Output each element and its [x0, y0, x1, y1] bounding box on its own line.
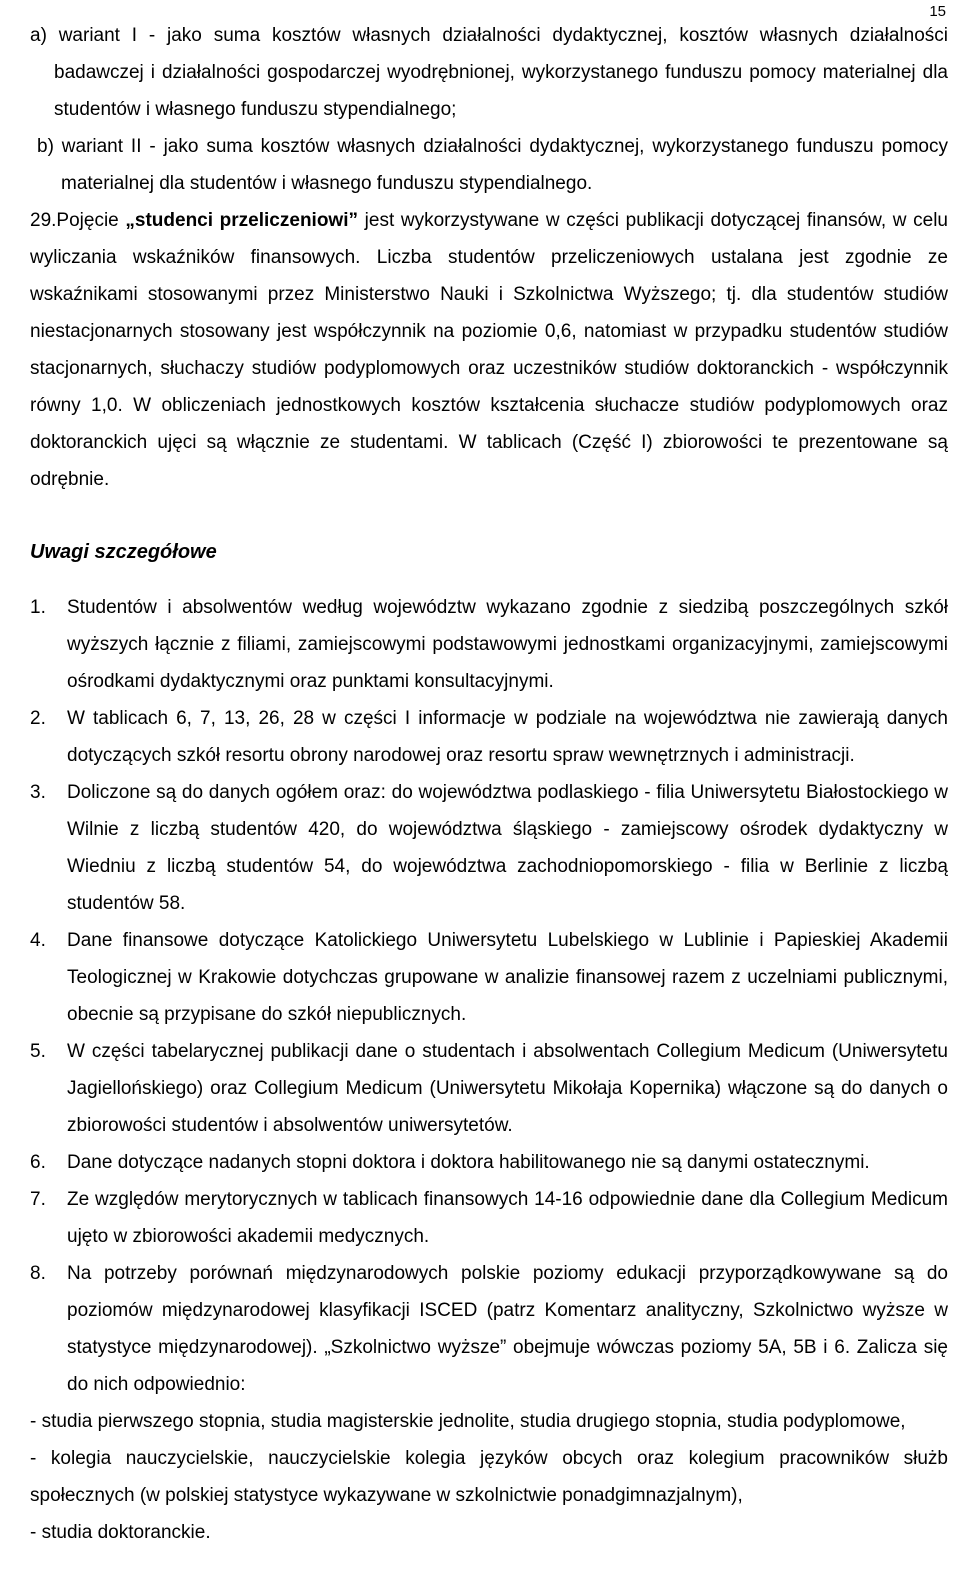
page-number: 15	[929, 3, 946, 20]
note-text: Doliczone są do danych ogółem oraz: do województwa podlaskiego - filia Uniwersytetu Białostockiego w Wilnie z liczbą studentów 420, do województwa śląskiego - zamiejscowy ośrodek dydaktyczny w Wiedniu z liczbą studentów 54, do województwa zachodniopomorskiego - filia w Berlinie z liczbą studentów 58.	[67, 782, 948, 914]
note-item	[30, 1033, 948, 1144]
note-item	[30, 700, 948, 774]
definition-term: „studenci przeliczeniowi”	[125, 210, 358, 231]
note-text: Na potrzeby porównań międzynarodowych polskie poziomy edukacji przyporządkowywane są do poziomów międzynarodowej klasyfikacji ISCED (patrz Komentarz analityczny, Szkolnictwo wyższe w statystyce międzynarodowej). „Szkolnictwo wyższe” obejmuje wówczas poziomy 5A, 5B i 6. Zalicza się do nich odpowiednio:	[67, 1263, 948, 1395]
notes-list	[30, 589, 948, 1403]
note-number: 5.	[30, 1041, 46, 1062]
dash-item: - kolegia nauczycielskie, nauczycielskie kolegia języków obcych oraz kolegium pracowników służb społecznych (w polskiej statystyce wykazywane w szkolnictwie ponadgimnazjalnym),	[30, 1448, 948, 1506]
definition-number: 29.	[30, 210, 57, 231]
note-item	[30, 1255, 948, 1403]
variant-a-paragraph: a) wariant I - jako suma kosztów własnych działalności dydaktycznej, kosztów własnych działalności badawczej i działalności gospodarczej wyodrębnionej, wykorzystanego funduszu pomocy materialnej dla studentów i własnego funduszu stypendialnego;	[30, 25, 948, 120]
note-number: 8.	[30, 1263, 46, 1284]
note-text: Dane dotyczące nadanych stopni doktora i doktora habilitowanego nie są danymi ostatecznymi.	[67, 1152, 870, 1173]
note-item	[30, 774, 948, 922]
note-number: 3.	[30, 782, 46, 803]
note-number: 2.	[30, 708, 46, 729]
note-text: Ze względów merytorycznych w tablicach finansowych 14-16 odpowiednie dane dla Collegium Medicum ujęto w zbiorowości akademii medycznych.	[67, 1189, 948, 1247]
note-item	[30, 922, 948, 1033]
note-text: Studentów i absolwentów według województw wykazano zgodnie z siedzibą poszczególnych szkół wyższych łącznie z filiami, zamiejscowymi podstawowymi jednostkami organizacyjnymi, zamiejscowymi ośrodkami dydaktycznymi oraz punktami konsultacyjnymi.	[67, 597, 948, 692]
note-number: 6.	[30, 1152, 46, 1173]
dash-item: - studia doktoranckie.	[30, 1522, 211, 1543]
definition-paragraph	[30, 202, 948, 498]
page-body	[30, 17, 948, 1551]
note-number: 4.	[30, 930, 46, 951]
note-text: Dane finansowe dotyczące Katolickiego Uniwersytetu Lubelskiego w Lublinie i Papieskiej Akademii Teologicznej w Krakowie dotychczas grupowane w analizie finansowej razem z uczelniami publicznymi, obecnie są przypisane do szkół niepublicznych.	[67, 930, 948, 1025]
definition-body: jest wykorzystywane w części publikacji dotyczącej finansów, w celu wyliczania wskaźników finansowych. Liczba studentów przeliczeniowych ustalana jest zgodnie ze wskaźnikami stosowanymi przez Ministerstwo Nauki i Szkolnictwa Wyższego; tj. dla studentów studiów niestacjonarnych stosowany jest współczynnik na poziomie 0,6, natomiast w przypadku studentów studiów stacjonarnych, słuchaczy studiów podyplomowych oraz uczestników studiów doktoranckich - współczynnik równy 1,0. W obliczeniach jednostkowych kosztów kształcenia słuchacze studiów podyplomowych oraz doktoranckich ujęci są włącznie ze studentami. W tablicach (Część I) zbiorowości te prezentowane są odrębnie.	[30, 210, 948, 490]
note-item	[30, 1144, 948, 1181]
variant-b-paragraph: b) wariant II - jako suma kosztów własnych działalności dydaktycznej, wykorzystanego funduszu pomocy materialnej dla studentów i własnego funduszu stypendialnego.	[37, 136, 948, 194]
note-number: 1.	[30, 597, 46, 618]
note-number: 7.	[30, 1189, 46, 1210]
note-item	[30, 1181, 948, 1255]
note-item	[30, 589, 948, 700]
dash-item: - studia pierwszego stopnia, studia magisterskie jednolite, studia drugiego stopnia, studia podyplomowe,	[30, 1411, 906, 1432]
note-text: W części tabelarycznej publikacji dane o studentach i absolwentach Collegium Medicum (Uniwersytetu Jagiellońskiego) oraz Collegium Medicum (Uniwersytetu Mikołaja Kopernika) włączone są do danych o zbiorowości studentów i absolwentów uniwersytetów.	[67, 1041, 948, 1136]
note-text: W tablicach 6, 7, 13, 26, 28 w części I informacje w podziale na województwa nie zawierają danych dotyczących szkół resortu obrony narodowej oraz resortu spraw wewnętrznych i administracji.	[67, 708, 948, 766]
section-heading: Uwagi szczegółowe	[30, 541, 217, 563]
definition-lead: Pojęcie	[56, 210, 126, 231]
